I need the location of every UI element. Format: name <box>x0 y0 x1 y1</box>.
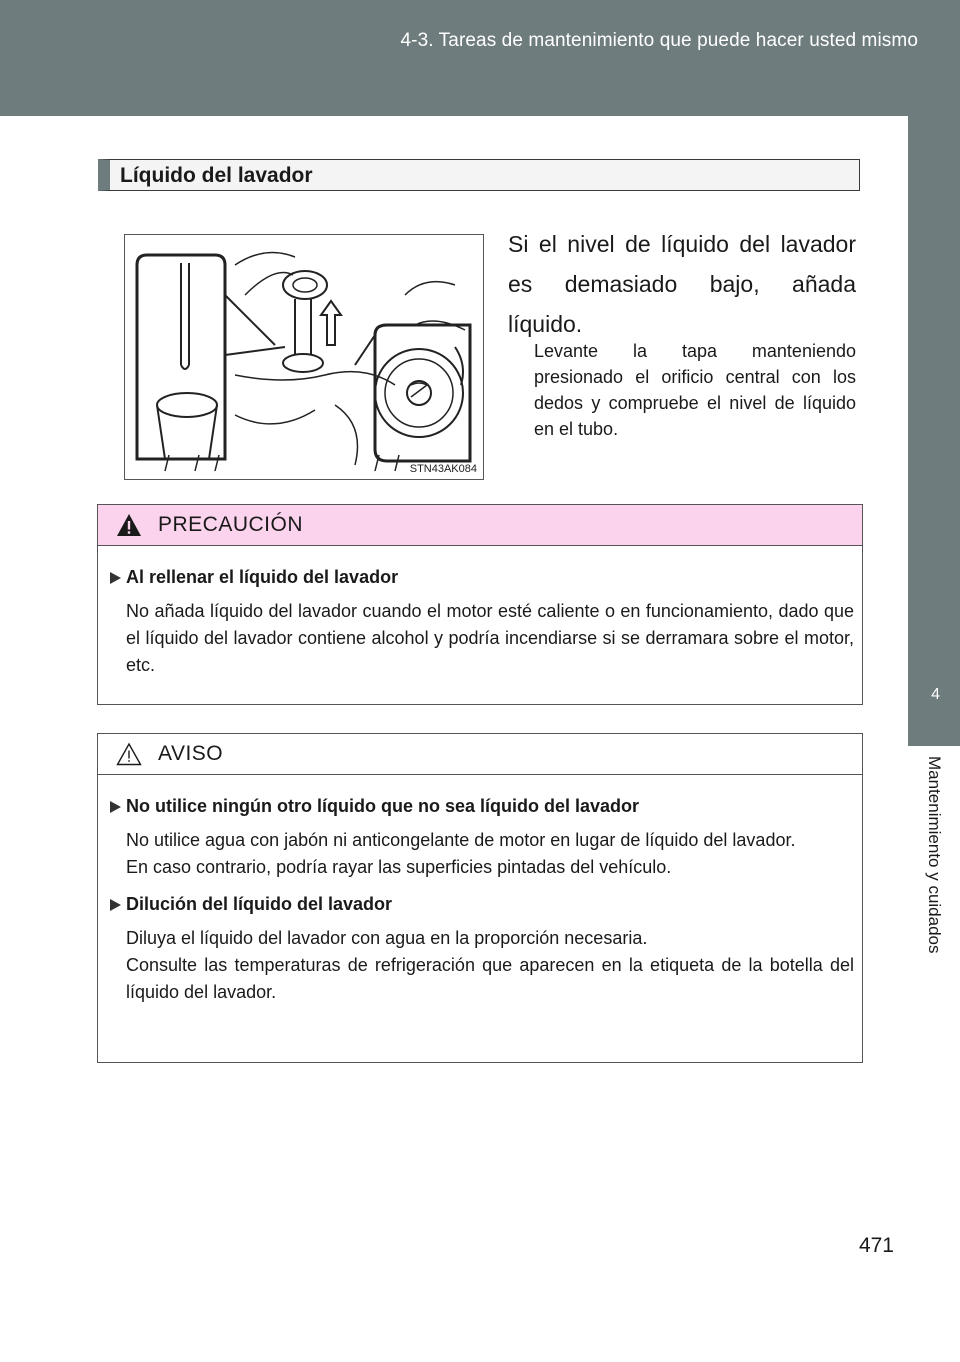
caution-title: PRECAUCIÓN <box>158 513 304 536</box>
caution-header <box>98 505 862 546</box>
page-number: 471 <box>858 1234 894 1257</box>
chapter-label: Mantenimiento y cuidados <box>925 756 944 954</box>
bullet-arrow-icon <box>110 801 121 813</box>
warning-triangle-icon <box>116 513 142 537</box>
cap-inset <box>375 325 470 461</box>
caution-body <box>98 546 862 679</box>
section-heading <box>98 159 860 191</box>
notice-item-heading <box>108 891 854 917</box>
notice-item-text <box>126 925 854 1006</box>
header-title: 4-3. Tareas de mantenimiento que puede hacer usted mismo <box>400 30 918 51</box>
notice-item-line: Consulte las temperaturas de refrigeración que aparecen en la etiqueta de la botella del líquido del lavador. <box>126 955 854 1002</box>
notice-item-heading <box>108 793 854 819</box>
intro-main-text: Si el nivel de líquido del lavador es demasiado bajo, añada líquido. <box>508 231 856 337</box>
notice-body <box>98 775 862 1006</box>
notice-header <box>98 734 862 775</box>
notice-title: AVISO <box>158 742 224 765</box>
bullet-arrow-icon <box>110 899 121 911</box>
washer-fluid-illustration <box>124 234 484 480</box>
caution-item-heading <box>108 564 854 590</box>
notice-box <box>97 733 863 1063</box>
caution-item-line: No añada líquido del lavador cuando el motor esté caliente o en funcionamiento, dado que el líquido del lavador contiene alcohol y podría incendiarse si se derramara sobre el motor, etc. <box>126 601 854 675</box>
notice-item-heading-text: Dilución del líquido del lavador <box>126 894 393 914</box>
washer-symbol-icon <box>407 381 431 405</box>
notice-item-line: Diluya el líquido del lavador con agua en la proporción necesaria. <box>126 928 648 948</box>
caution-box <box>97 504 863 705</box>
notice-item-text <box>126 827 854 881</box>
lift-arrow-icon <box>321 301 341 345</box>
notice-triangle-icon <box>116 742 142 766</box>
chapter-number: 4 <box>931 686 940 703</box>
chapter-side-tab <box>908 116 960 746</box>
notice-item-line: En caso contrario, podría rayar las superficies pintadas del vehículo. <box>126 857 672 877</box>
notice-item-line: No utilice agua con jabón ni anticongelante de motor en lugar de líquido del lavador. <box>126 830 796 850</box>
caution-item-heading-text: Al rellenar el líquido del lavador <box>126 567 399 587</box>
caution-item-text <box>126 598 854 679</box>
bullet-arrow-icon <box>110 572 121 584</box>
header-band <box>0 0 960 116</box>
washer-reservoir-drawing <box>125 235 483 479</box>
figure-code: STN43AK084 <box>409 463 477 475</box>
section-title: Líquido del lavador <box>120 164 313 187</box>
notice-item-heading-text: No utilice ningún otro líquido que no sea líquido del lavador <box>126 796 640 816</box>
intro-detail-text: Levante la tapa manteniendo presionado el orificio central con los dedos y compruebe el nivel de líquido en el tubo. <box>534 341 856 439</box>
